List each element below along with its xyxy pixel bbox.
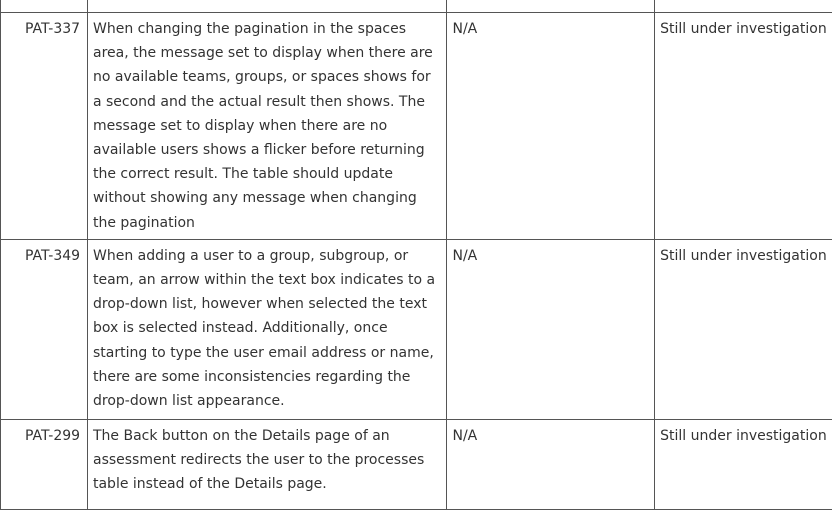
- table-row-partial: [1, 0, 832, 13]
- cell-partial-workaround: [447, 0, 655, 13]
- issue-status: Still under investigation: [655, 419, 832, 509]
- issue-status: Still under investigation: [655, 13, 832, 240]
- table-row: [1, 13, 832, 240]
- cell-partial-description: [87, 0, 447, 13]
- issue-description: When adding a user to a group, subgroup, or team, an arrow within the text box indicates to a drop-down list, however when selected the text box is selected instead. Additionally, once starting to type the user email address or name, there are some inconsistencies regarding the drop-down list appearance.: [87, 239, 447, 419]
- issue-id: PAT-349: [1, 239, 88, 419]
- issue-description: The Back button on the Details page of an assessment redirects the user to the processes table instead of the Details page.: [87, 419, 447, 509]
- cell-partial-status: [655, 0, 832, 13]
- issue-workaround: N/A: [447, 239, 655, 419]
- issue-status: Still under investigation: [655, 239, 832, 419]
- issue-id: PAT-299: [1, 419, 88, 509]
- table-row: [1, 419, 832, 509]
- table-row: [1, 239, 832, 419]
- issue-id: PAT-337: [1, 13, 88, 240]
- issue-workaround: N/A: [447, 419, 655, 509]
- issue-workaround: N/A: [447, 13, 655, 240]
- cell-partial-id: [1, 0, 88, 13]
- issue-description: When changing the pagination in the spaces area, the message set to display when there are no available teams, groups, or spaces shows for a second and the actual result then shows. The message set to display when there are no available users shows a flicker before returning the correct result. The table should update without showing any message when changing the pagination: [87, 13, 447, 240]
